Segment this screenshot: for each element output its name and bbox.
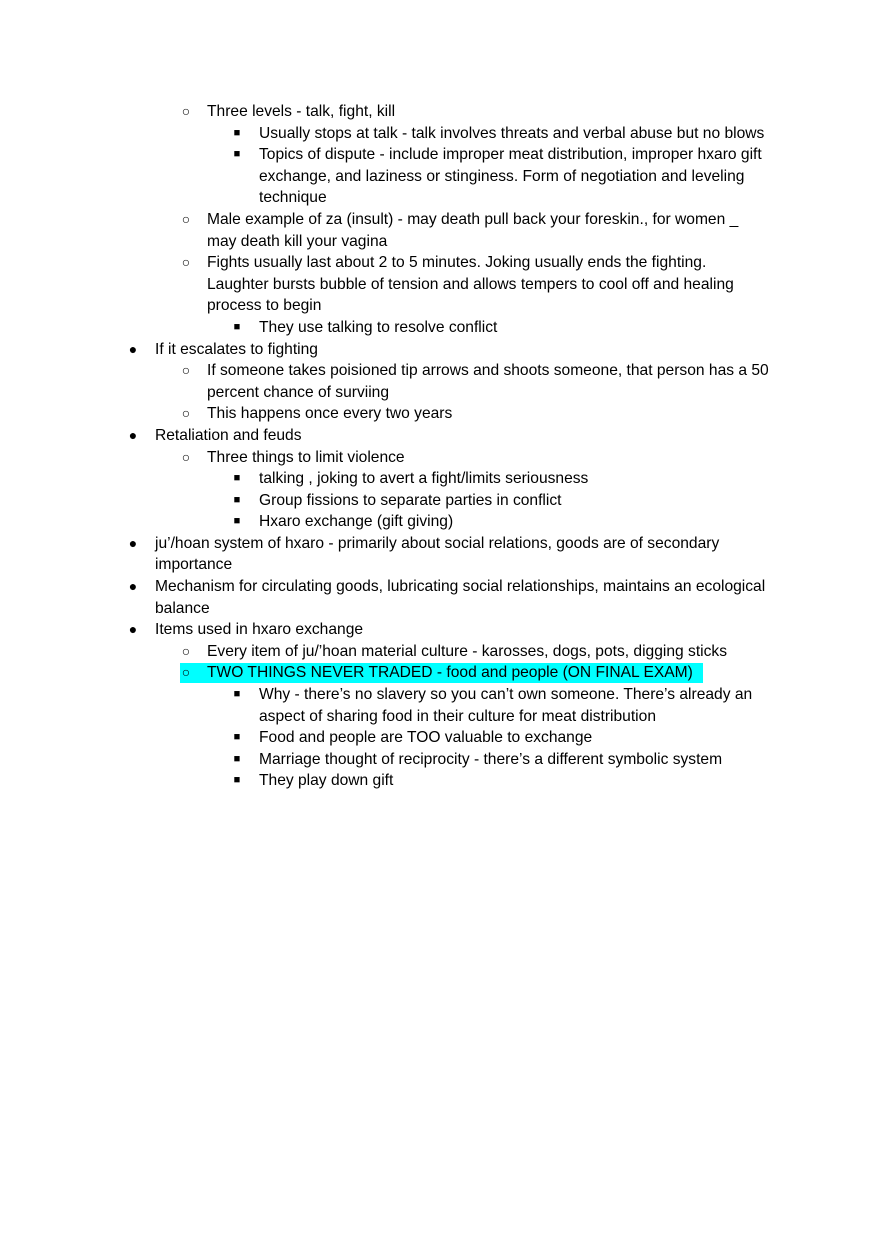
square-bullet-icon: ■ (233, 752, 241, 765)
outline-line (0, 274, 880, 296)
outline-text: This happens once every two years (207, 405, 453, 423)
outline-line (0, 770, 880, 792)
outline-text: may death kill your vagina (207, 232, 388, 250)
outline-line (0, 317, 880, 339)
outline-line (0, 123, 880, 145)
square-bullet-icon: ■ (233, 774, 241, 787)
outline-text: Three levels - talk, fight, kill (207, 103, 396, 120)
outline-text: Three things to limit violence (207, 448, 405, 466)
outline-line (0, 447, 880, 469)
outline-text: Laughter bursts bubble of tension and allows tempers to cool off and healing (207, 275, 734, 293)
outline-line (0, 187, 880, 209)
outline-text: Group fissions to separate parties in conflict (259, 491, 562, 509)
outline-text: Food and people are TOO valuable to exchange (259, 729, 593, 747)
hollow-circle-bullet-icon: ○ (181, 362, 191, 379)
square-bullet-icon: ■ (233, 126, 241, 139)
outline-line (0, 576, 880, 598)
hollow-circle-bullet-icon: ○ (181, 448, 191, 465)
outline-line (0, 727, 880, 749)
square-bullet-icon: ■ (233, 515, 241, 528)
outline-text: TWO THINGS NEVER TRADED - food and people (ON FINAL EXAM) (207, 664, 693, 682)
outline-text: They play down gift (259, 772, 394, 790)
filled-circle-bullet-icon: ● (128, 340, 138, 357)
outline-text: ju’/hoan system of hxaro - primarily about social relations, goods are of secondary (155, 534, 720, 552)
square-bullet-icon: ■ (233, 493, 241, 506)
outline-line (0, 598, 880, 620)
outline-line (0, 101, 880, 123)
outline-line (0, 619, 880, 641)
square-bullet-icon: ■ (233, 688, 241, 701)
outline-text: Every item of ju/’hoan material culture - karosses, dogs, pots, digging sticks (207, 642, 728, 660)
outline-text: balance (155, 599, 210, 617)
square-bullet-icon: ■ (233, 472, 241, 485)
outline-text: Fights usually last about 2 to 5 minutes. Joking usually ends the fighting. (207, 254, 707, 272)
outline-text: Marriage thought of reciprocity - there’s a different symbolic system (259, 750, 723, 768)
outline-text: Mechanism for circulating goods, lubricating social relationships, maintains an ecological (155, 578, 766, 596)
outline-line (0, 749, 880, 771)
outline-line (0, 360, 880, 382)
hollow-circle-bullet-icon: ○ (181, 210, 191, 227)
outline-line (0, 339, 880, 361)
outline-text: Hxaro exchange (gift giving) (259, 513, 454, 531)
outline-text: Usually stops at talk - talk involves threats and verbal abuse but no blows (259, 124, 765, 142)
outline-line (0, 490, 880, 512)
outline-text: technique (259, 189, 327, 207)
outline-text: percent chance of surviing (207, 383, 390, 401)
outline-line (0, 468, 880, 490)
outline-text: Topics of dispute - include improper meat distribution, improper hxaro gift (259, 146, 762, 164)
hollow-circle-bullet-icon: ○ (181, 405, 191, 422)
outline-line (0, 662, 880, 684)
outline-line (0, 403, 880, 425)
outline-text: Retaliation and feuds (155, 426, 302, 444)
outline-line (0, 295, 880, 317)
outline-line (0, 425, 880, 447)
filled-circle-bullet-icon: ● (128, 621, 138, 638)
filled-circle-bullet-icon: ● (128, 426, 138, 443)
hollow-circle-bullet-icon: ○ (181, 254, 191, 271)
outline-line (0, 533, 880, 555)
outline-text: Items used in hxaro exchange (155, 621, 364, 639)
square-bullet-icon: ■ (233, 320, 241, 333)
outline-text: If someone takes poisioned tip arrows and shoots someone, that person has a 50 (207, 362, 769, 380)
outline-line (0, 684, 880, 706)
outline-line (0, 144, 880, 166)
outline-line (0, 166, 880, 188)
filled-circle-bullet-icon: ● (128, 578, 138, 595)
square-bullet-icon: ■ (233, 731, 241, 744)
outline-text: Male example of za (insult) - may death pull back your foreskin., for women _ (207, 210, 739, 228)
outline-line (0, 511, 880, 533)
outline-text: importance (155, 556, 233, 574)
square-bullet-icon: ■ (233, 148, 241, 161)
outline-text: If it escalates to fighting (155, 340, 318, 358)
outline-line (0, 554, 880, 576)
document-page (0, 101, 880, 792)
outline-text: talking , joking to avert a fight/limits seriousness (259, 470, 589, 488)
outline-line (0, 641, 880, 663)
outline-line (0, 252, 880, 274)
outline-text: Why - there’s no slavery so you can’t own someone. There’s already an (259, 686, 753, 704)
outline-text: process to begin (207, 297, 322, 315)
outline-text: They use talking to resolve conflict (259, 318, 498, 336)
hollow-circle-bullet-icon: ○ (181, 103, 191, 119)
hollow-circle-bullet-icon: ○ (181, 664, 191, 681)
outline-line (0, 231, 880, 253)
outline-line (0, 209, 880, 231)
outline-line (0, 382, 880, 404)
outline-line (0, 706, 880, 728)
filled-circle-bullet-icon: ● (128, 534, 138, 551)
outline-text: exchange, and laziness or stinginess. Form of negotiation and leveling (259, 167, 745, 185)
outline-text: aspect of sharing food in their culture for meat distribution (259, 707, 656, 725)
hollow-circle-bullet-icon: ○ (181, 642, 191, 659)
